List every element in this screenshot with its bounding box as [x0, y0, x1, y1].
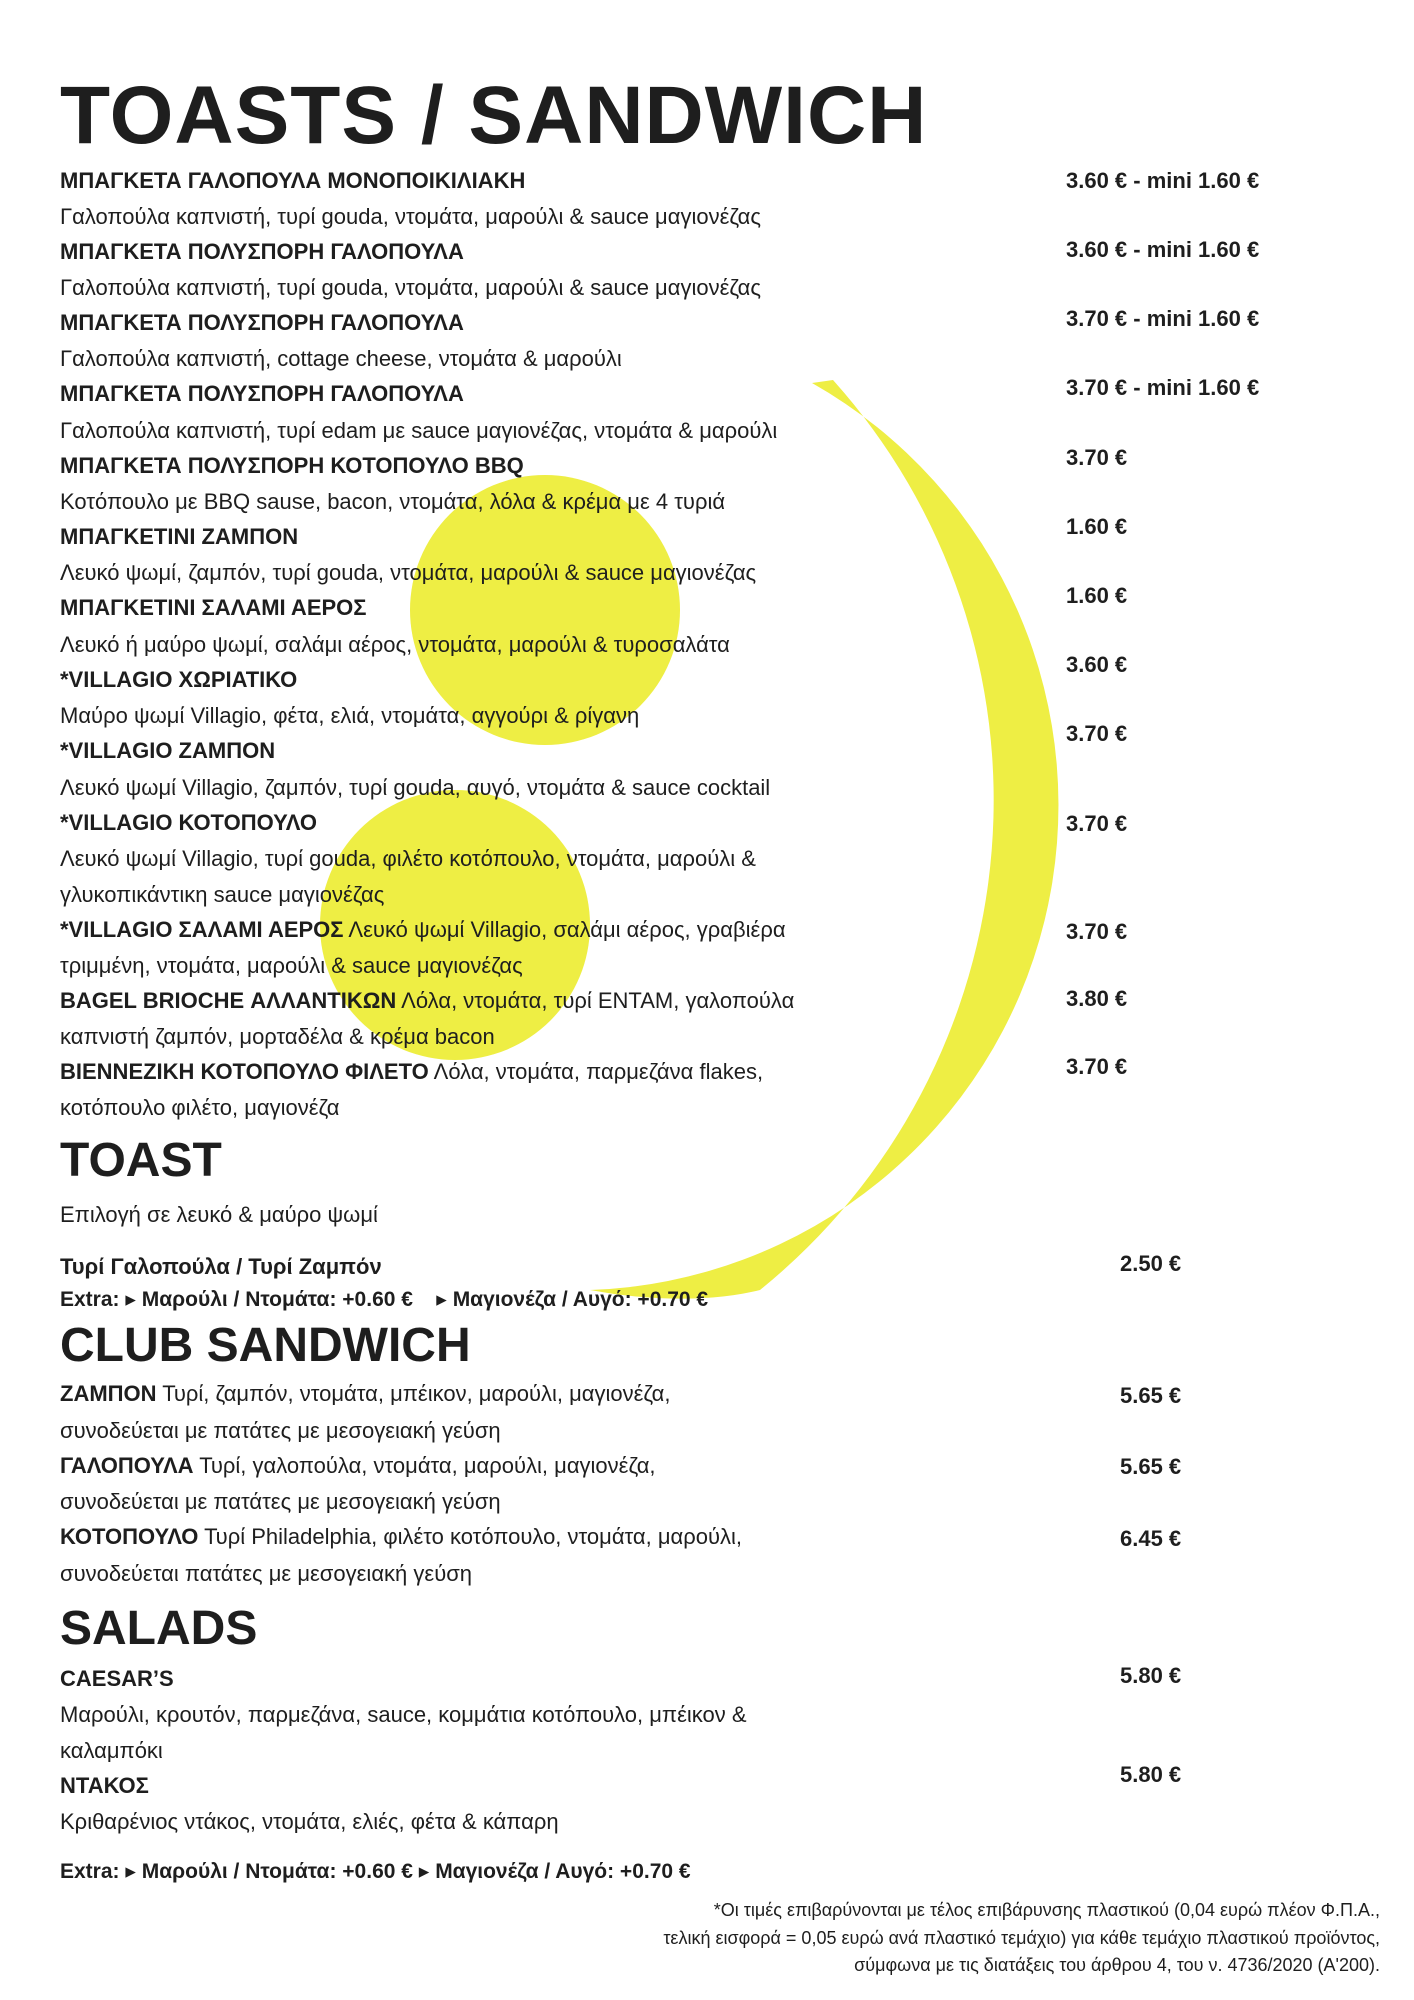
menu-item-name: ΚΟΤΟΠΟΥΛΟ: [60, 1524, 199, 1549]
extra-option: Μαγιονέζα / Αυγό: +0.70 €: [452, 1288, 709, 1311]
menu-item-price: 5.65 €: [1120, 1383, 1182, 1408]
menu-item-price: 3.70 €: [1066, 721, 1128, 746]
menu-item-desc-continued: γλυκοπικάντικη sauce μαγιονέζας: [60, 882, 385, 907]
menu-item-inline: [60, 1061, 763, 1083]
section-title-toast: TOAST: [60, 1134, 222, 1187]
menu-item-name: ΝΤΑΚΟΣ: [60, 1773, 149, 1798]
menu-item-desc-continued: τριμμένη, ντομάτα, μαρούλι & sauce μαγιονέζας: [60, 953, 523, 978]
toast-item-name: Τυρί Γαλοπούλα / Τυρί Ζαμπόν: [60, 1254, 382, 1279]
menu-item-price: 3.80 €: [1066, 986, 1128, 1011]
menu-item-price: 3.70 €: [1066, 445, 1128, 470]
menu-item-inline: [60, 919, 786, 941]
menu-item-desc: Τυρί, γαλοπούλα, ντομάτα, μαρούλι, μαγιονέζα,: [199, 1453, 656, 1478]
salads-extras: [60, 1861, 691, 1882]
menu-item-desc: Κοτόπουλο με BBQ sause, bacon, ντομάτα, λόλα & κρέμα με 4 τυριά: [60, 489, 726, 514]
menu-item-price: 1.60 €: [1066, 514, 1128, 539]
menu-item-name: ΜΠΑΓΚΕΤΑ ΠΟΛΥΣΠΟΡΗ ΓΑΛΟΠΟΥΛΑ: [60, 381, 464, 406]
menu-item-name: BAGEL BRIOCHE ΑΛΛΑΝΤΙΚΩΝ: [60, 988, 397, 1013]
menu-item-price: 6.45 €: [1120, 1526, 1182, 1551]
toast-subtitle: Επιλογή σε λευκό & μαύρο ψωμί: [60, 1202, 378, 1227]
menu-item-desc: Λευκό ψωμί, ζαμπόν, τυρί gouda, ντομάτα, μαρούλι & sauce μαγιονέζας: [60, 560, 757, 585]
menu-item-price: 3.60 € - mini 1.60 €: [1066, 168, 1260, 193]
menu-item-price: 3.70 €: [1066, 919, 1128, 944]
menu-item-desc: Λόλα, ντομάτα, παρμεζάνα flakes,: [433, 1059, 764, 1084]
menu-item-price: 3.70 € - mini 1.60 €: [1066, 375, 1260, 400]
menu-item-name: ΒΙΕΝΝΕΖΙΚΗ ΚΟΤΟΠΟΥΛΟ ΦΙΛΕΤΟ: [60, 1059, 429, 1084]
footnote-line-1: *Οι τιμές επιβαρύνονται με τέλος επιβάρυνσης πλαστικού (0,04 ευρώ πλέον Φ.Π.Α.,: [713, 1900, 1380, 1920]
menu-item-desc-continued: καλαμπόκι: [60, 1738, 163, 1763]
menu-item-name: ΜΠΑΓΚΕΤΙΝΙ ΖΑΜΠΟΝ: [60, 524, 299, 549]
extra-option: Μαρούλι / Ντομάτα: +0.60 €: [141, 1860, 413, 1883]
menu-item-desc-continued: συνοδεύεται με πατάτες με μεσογειακή γεύση: [60, 1418, 501, 1443]
menu-item-inline: [60, 1383, 670, 1405]
menu-item-price: 1.60 €: [1066, 583, 1128, 608]
menu-item-name: CAESAR’S: [60, 1666, 174, 1691]
menu-item-desc-continued: συνοδεύεται με πατάτες με μεσογειακή γεύση: [60, 1489, 501, 1514]
section-title-salads: SALADS: [60, 1602, 258, 1655]
menu-item-price: 3.70 €: [1066, 1054, 1128, 1079]
menu-item-desc: Λευκό ψωμί Villagio, σαλάμι αέρος, γραβιέρα: [348, 917, 786, 942]
arrow-icon: ▸: [436, 1288, 447, 1311]
menu-item-name: ΖΑΜΠΟΝ: [60, 1381, 157, 1406]
toast-item-price: 2.50 €: [1120, 1251, 1182, 1276]
section-title-club-sandwich: CLUB SANDWICH: [60, 1319, 471, 1372]
arrow-icon: ▸: [418, 1860, 430, 1883]
menu-item-desc: Λόλα, ντομάτα, τυρί ΕΝΤΑΜ, γαλοπούλα: [401, 988, 795, 1013]
menu-item-name: ΜΠΑΓΚΕΤΑ ΠΟΛΥΣΠΟΡΗ ΓΑΛΟΠΟΥΛΑ: [60, 239, 464, 264]
menu-item-price: 5.80 €: [1120, 1762, 1182, 1787]
menu-item-name: ΜΠΑΓΚΕΤΑ ΠΟΛΥΣΠΟΡΗ ΓΑΛΟΠΟΥΛΑ: [60, 310, 464, 335]
menu-item-price: 5.65 €: [1120, 1454, 1182, 1479]
page-title: TOASTS / SANDWICH: [60, 70, 928, 161]
extras-label: Extra:: [60, 1860, 120, 1883]
menu-item-desc-continued: κοτόπουλο φιλέτο, μαγιονέζα: [60, 1095, 340, 1120]
menu-item-name: ΜΠΑΓΚΕΤΑ ΠΟΛΥΣΠΟΡΗ ΚΟΤΟΠΟΥΛΟ BBQ: [60, 453, 524, 478]
menu-item-desc: Λευκό ψωμί Villagio, ζαμπόν, τυρί gouda, αυγό, ντομάτα & sauce cocktail: [60, 775, 771, 800]
menu-item-desc: Γαλοπούλα καπνιστή, τυρί edam με sauce μαγιονέζας, ντομάτα & μαρούλι: [60, 418, 778, 443]
footnote-line-2: τελική εισφορά = 0,05 ευρώ ανά πλαστικό τεμάχιο) για κάθε τεμάχιο πλαστικού προϊόντος,: [663, 1928, 1380, 1948]
toast-extras: [60, 1289, 708, 1310]
footnote-line-3: σύμφωνα με τις διατάξεις του άρθρου 4, του ν. 4736/2020 (Α'200).: [854, 1955, 1380, 1975]
extra-option: Μαρούλι / Ντομάτα: +0.60 €: [141, 1288, 413, 1311]
menu-item-desc: Μαύρο ψωμί Villagio, φέτα, ελιά, ντομάτα, αγγούρι & ρίγανη: [60, 703, 640, 728]
extras-label: Extra:: [60, 1288, 120, 1311]
menu-item-name: ΜΠΑΓΚΕΤΑ ΓΑΛΟΠΟΥΛΑ ΜΟΝΟΠΟΙΚΙΛΙΑΚΗ: [60, 168, 526, 193]
menu-item-desc: Μαρούλι, κρουτόν, παρμεζάνα, sauce, κομμάτια κοτόπουλο, μπέικον &: [60, 1702, 747, 1727]
arrow-icon: ▸: [125, 1288, 136, 1311]
menu-item-name: ΜΠΑΓΚΕΤΙΝΙ ΣΑΛΑΜΙ ΑΕΡΟΣ: [60, 595, 367, 620]
menu-item-name: *VILLAGIO ΧΩΡΙΑΤΙΚΟ: [60, 667, 298, 692]
menu-item-price: 3.70 € - mini 1.60 €: [1066, 306, 1260, 331]
menu-item-name: *VILLAGIO ΚΟΤΟΠΟΥΛΟ: [60, 810, 317, 835]
menu-item-desc: Τυρί Philadelphia, φιλέτο κοτόπουλο, ντομάτα, μαρούλι,: [204, 1524, 743, 1549]
menu-item-desc: Γαλοπούλα καπνιστή, τυρί gouda, ντομάτα, μαρούλι & sauce μαγιονέζας: [60, 275, 761, 300]
menu-item-inline: [60, 1455, 656, 1477]
menu-item-inline: [60, 1526, 742, 1548]
menu-item-desc: Λευκό ή μαύρο ψωμί, σαλάμι αέρος, ντομάτα, μαρούλι & τυροσαλάτα: [60, 632, 730, 657]
menu-item-desc: Κριθαρένιος ντάκος, ντομάτα, ελιές, φέτα & κάπαρη: [60, 1809, 559, 1834]
menu-item-desc-continued: καπνιστή ζαμπόν, μορταδέλα & κρέμα bacon: [60, 1024, 495, 1049]
menu-item-name: *VILLAGIO ΖΑΜΠΟΝ: [60, 738, 276, 763]
menu-item-price: 5.80 €: [1120, 1663, 1182, 1688]
menu-item-name: ΓΑΛΟΠΟΥΛΑ: [60, 1453, 194, 1478]
arrow-icon: ▸: [125, 1860, 136, 1883]
menu-item-desc-continued: συνοδεύεται πατάτες με μεσογειακή γεύση: [60, 1561, 473, 1586]
menu-item-desc: Τυρί, ζαμπόν, ντομάτα, μπέικον, μαρούλι, μαγιονέζα,: [162, 1381, 671, 1406]
menu-item-desc: Γαλοπούλα καπνιστή, τυρί gouda, ντομάτα, μαρούλι & sauce μαγιονέζας: [60, 204, 761, 229]
menu-item-name: *VILLAGIO ΣΑΛΑΜΙ ΑΕΡΟΣ: [60, 917, 344, 942]
menu-item-price: 3.60 € - mini 1.60 €: [1066, 237, 1260, 262]
menu-item-price: 3.70 €: [1066, 811, 1128, 836]
menu-item-desc: Γαλοπούλα καπνιστή, cottage cheese, ντομάτα & μαρούλι: [60, 346, 622, 371]
menu-item-inline: [60, 990, 794, 1012]
menu-item-price: 3.60 €: [1066, 652, 1128, 677]
extra-option: Μαγιονέζα / Αυγό: +0.70 €: [435, 1860, 691, 1883]
menu-item-desc: Λευκό ψωμί Villagio, τυρί gouda, φιλέτο κοτόπουλο, ντομάτα, μαρούλι &: [60, 846, 756, 871]
